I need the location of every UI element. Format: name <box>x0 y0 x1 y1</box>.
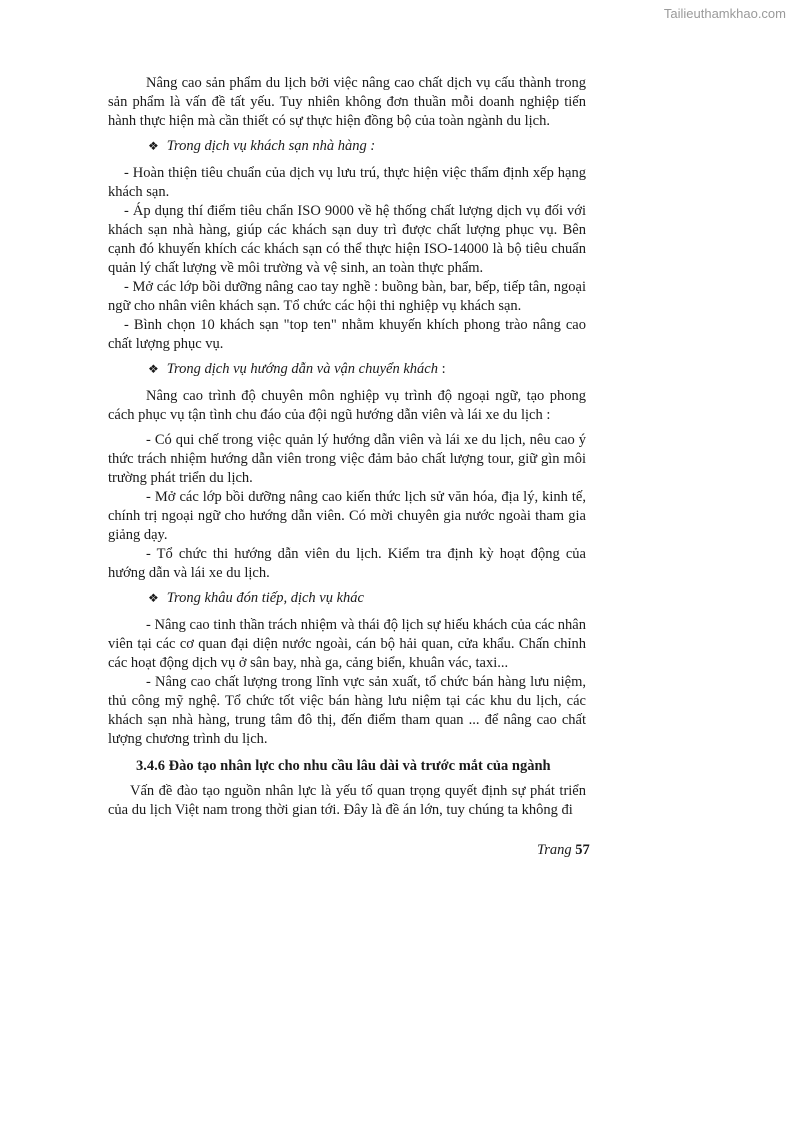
section-title: Trong dịch vụ khách sạn nhà hàng : <box>166 138 376 154</box>
diamond-bullet-icon: ❖ <box>148 362 159 376</box>
section-title: Trong khâu đón tiếp, dịch vụ khác <box>166 590 364 606</box>
section-title-suffix: : <box>437 361 446 377</box>
section-lead-paragraph: Nâng cao trình độ chuyên môn nghiệp vụ trình độ ngoại ngữ, tạo phong cách phục vụ tận tình chu đáo của đội ngũ hướng dẫn viên và lái xe du lịch : <box>108 388 586 423</box>
page-number-value: 57 <box>575 842 590 858</box>
closing-paragraph: Vấn đề đào tạo nguồn nhân lực là yếu tố quan trọng quyết định sự phát triển của du lịch Việt nam trong thời gian tới. Đây là đề án lớn, tuy chúng ta không đi <box>108 783 586 818</box>
list-item: - Tổ chức thi hướng dẫn viên du lịch. Kiểm tra định kỳ hoạt động của hướng dẫn và lái xe du lịch. <box>108 546 586 581</box>
list-item: - Bình chọn 10 khách sạn "top ten" nhằm khuyến khích phong trào nâng cao chất lượng phục vụ. <box>108 317 586 352</box>
document-body <box>108 74 586 820</box>
section-title: Trong dịch vụ hướng dẫn và vận chuyển khách <box>166 361 438 377</box>
diamond-bullet-icon: ❖ <box>148 591 159 605</box>
list-item: - Nâng cao chất lượng trong lĩnh vực sản xuất, tổ chức bán hàng lưu niệm, thủ công mỹ nghệ. Tổ chức tốt việc bán hàng lưu niệm tại các khu du lịch, các khách sạn nhà hàng, trung tâm đô thị, đến điểm tham quan ... để nâng cao chất lượng chương trình du lịch. <box>108 674 586 747</box>
list-item: - Áp dụng thí điểm tiêu chẩn ISO 9000 về hệ thống chất lượng dịch vụ đối với khách sạn nhà hàng, giúp các khách sạn duy trì được chất lượng phục vụ. Bên cạnh đó khuyến khích các khách sạn có thể thực hiện ISO-14000 là bộ tiêu chuẩn quản lý chất lượng về môi trường và vệ sinh, an toàn thực phẩm. <box>108 203 586 276</box>
list-item: - Có qui chế trong việc quản lý hướng dẫn viên và lái xe du lịch, nêu cao ý thức trách nhiệm hướng dẫn viên trong việc đảm bảo chất lượng tour, giữ gìn môi trường phát triển du lịch. <box>108 432 586 486</box>
page-number <box>537 842 590 859</box>
subsection-heading: 3.4.6 Đào tạo nhân lực cho nhu cầu lâu dài và trước mắt của ngành <box>136 758 551 774</box>
section-heading-guide <box>148 360 586 379</box>
list-item: - Mở các lớp bồi dưỡng nâng cao tay nghề : buồng bàn, bar, bếp, tiếp tân, ngoại ngữ cho nhân viên khách sạn. Tổ chức các hội thi nghiệp vụ khách sạn. <box>108 279 586 314</box>
list-item: - Hoàn thiện tiêu chuẩn của dịch vụ lưu trú, thực hiện việc thẩm định xếp hạng khách sạn. <box>108 165 586 200</box>
page-label: Trang <box>537 842 572 858</box>
list-item: - Mở các lớp bồi dưỡng nâng cao kiến thức lịch sử văn hóa, địa lý, kinh tế, chính trị ngoại ngữ cho hướng dẫn viên. Có mời chuyên gia nước ngoài tham gia giảng dạy. <box>108 489 586 543</box>
intro-paragraph: Nâng cao sản phẩm du lịch bởi việc nâng cao chất dịch vụ cấu thành trong sản phẩm là vấn đề tất yếu. Tuy nhiên không đơn thuần mỗi doanh nghiệp tiến hành thực hiện mà cần thiết có sự thực hiện đồng bộ của toàn ngành du lịch. <box>108 75 586 129</box>
section-heading-hotel <box>148 137 586 156</box>
watermark: Tailieuthamkhao.com <box>663 6 786 21</box>
list-item: - Nâng cao tinh thần trách nhiệm và thái độ lịch sự hiếu khách của các nhân viên tại các cơ quan đại diện nước ngoài, cán bộ hải quan, cửa khẩu. Chấn chỉnh các hoạt động dịch vụ ở sân bay, nhà ga, cảng biển, khuân vác, taxi... <box>108 617 586 671</box>
diamond-bullet-icon: ❖ <box>148 139 159 153</box>
section-heading-reception <box>148 589 586 608</box>
